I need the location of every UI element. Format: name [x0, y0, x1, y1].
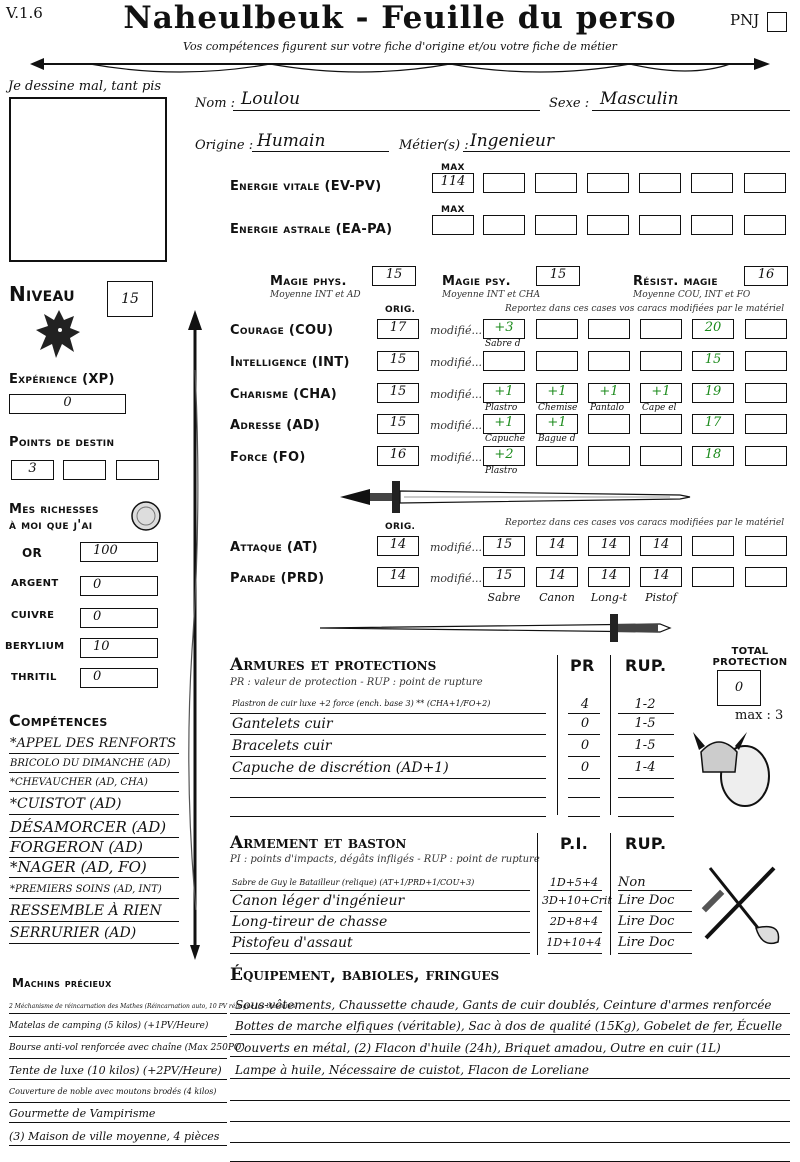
armure-row-line: [568, 713, 600, 714]
carac-mod-box[interactable]: [536, 351, 578, 371]
armures-divider: [557, 655, 558, 815]
armures-rup-label: RUP.: [625, 656, 667, 675]
portrait-frame[interactable]: [9, 97, 167, 262]
origine-label: Origine :: [195, 138, 254, 153]
competence-item[interactable]: SERRURIER (AD): [10, 925, 137, 941]
nom-value[interactable]: Loulou: [241, 89, 301, 109]
combat-mod-box[interactable]: 15: [483, 536, 525, 556]
or-label: OR: [22, 546, 43, 560]
arme-row-line: [230, 890, 530, 891]
carac-label: Charisme (CHA): [230, 387, 337, 402]
carac-extra-box[interactable]: [745, 446, 787, 466]
carac-final-box[interactable]: 20: [692, 319, 734, 339]
ea-box[interactable]: [639, 215, 681, 235]
ea-box[interactable]: [535, 215, 577, 235]
xp-box[interactable]: 0: [9, 394, 126, 414]
magie-psy-box[interactable]: 15: [536, 266, 580, 286]
arme-row-line: [618, 911, 692, 912]
ev-label: Energie vitale (EV-PV): [230, 179, 382, 194]
armure-row-line: [230, 778, 546, 779]
armure-name[interactable]: Plastron de cuir luxe +2 force (ench. base 3) ** (CHA+1/FO+2): [232, 699, 491, 708]
armure-rup[interactable]: 1-5: [634, 716, 656, 731]
magie-psy-note: Moyenne INT et CHA: [442, 290, 541, 300]
armement-title: Armement et baston: [230, 833, 407, 853]
carac-final-box[interactable]: 19: [692, 383, 734, 403]
competence-item[interactable]: FORGERON (AD): [10, 838, 143, 856]
arme-rup[interactable]: Lire Doc: [618, 935, 675, 950]
armure-row-line: [618, 778, 674, 779]
equipement-line: [230, 1121, 790, 1122]
page-subtitle: Vos compétences figurent sur votre fiche d'origine et/ou votre fiche de métier: [183, 40, 617, 53]
metier-label: Métier(s) :: [399, 138, 469, 153]
carac-final-box[interactable]: 17: [692, 414, 734, 434]
magie-psy-label: Magie psy.: [442, 274, 511, 289]
armure-row-line: [618, 713, 674, 714]
argent-label: ARGENT: [11, 578, 59, 589]
competence-item[interactable]: *NAGER (AD, FO): [10, 858, 147, 876]
destin-box[interactable]: [63, 460, 106, 480]
armure-row-line: [230, 713, 546, 714]
combat-mod-box[interactable]: [745, 536, 787, 556]
combat-mod-box[interactable]: 14: [640, 536, 682, 556]
decorative-sword: [320, 610, 670, 646]
arme-row-line: [548, 890, 602, 891]
armure-pr[interactable]: 0: [580, 760, 590, 775]
richesses-label-2: à moi que j'ai: [9, 518, 93, 533]
coin-icon: [130, 500, 162, 532]
nom-label: Nom :: [195, 96, 236, 111]
equipement-line: [230, 1078, 790, 1079]
machin-line: [9, 1145, 227, 1146]
carac-modif-label: modifié...: [430, 451, 482, 464]
armures-title: Armures et protections: [230, 655, 437, 675]
competence-item[interactable]: BRICOLO DU DIMANCHE (AD): [10, 758, 171, 769]
competence-item[interactable]: *PREMIERS SOINS (AD, INT): [10, 884, 162, 895]
machin-item[interactable]: 2 Méchanisme de réincarnation des Mathes (Réincarnation auto, 10 PV rénague les blessures): [9, 1003, 298, 1010]
total-protection-label: TOTAL PROTECTION: [712, 646, 788, 668]
equipement-title: Équipement, babioles, fringues: [230, 965, 500, 985]
machin-line: [9, 1013, 227, 1014]
carac-mod-box[interactable]: [483, 351, 525, 371]
carac-mod-box[interactable]: [640, 351, 682, 371]
equipement-item[interactable]: Bottes de marche elfiques (véritable), Sac à dos de qualité (15Kg), Gobelet de fer, Écuelle: [235, 1019, 783, 1033]
carac-mod-box[interactable]: +1: [536, 383, 578, 403]
machin-item[interactable]: Matelas de camping (5 kilos) (+1PV/Heure): [9, 1021, 209, 1031]
arme-row-line: [548, 911, 602, 912]
combat-mod-box[interactable]: 14: [588, 536, 630, 556]
combat-mod-box[interactable]: 14: [536, 567, 578, 587]
carac-extra-box[interactable]: [745, 319, 787, 339]
equipement-line: [230, 1100, 790, 1101]
arme-name[interactable]: Canon léger d'ingénieur: [232, 893, 405, 909]
carac-label: Force (FO): [230, 450, 306, 465]
niveau-label: Niveau: [9, 282, 75, 306]
machin-item[interactable]: Gourmette de Vampirisme: [9, 1107, 156, 1120]
ev-box[interactable]: [639, 173, 681, 193]
combat-mod-box[interactable]: 15: [483, 567, 525, 587]
ev-max-box[interactable]: 114: [432, 173, 474, 193]
armure-row-line: [230, 756, 546, 757]
combat-modif-label: modifié...: [430, 541, 482, 554]
carac-mod-note: Pantalo: [590, 403, 625, 413]
carac-extra-box[interactable]: [745, 414, 787, 434]
carac-mod-note: Bague d: [538, 434, 576, 444]
arme-rup[interactable]: Non: [618, 875, 646, 890]
weapons-icon: [696, 858, 786, 948]
equipement-item[interactable]: Couverts en métal, (2) Flacon d'huile (24h), Briquet amadou, Outre en cuir (1L): [235, 1041, 721, 1055]
carac-mod-box[interactable]: [536, 446, 578, 466]
competence-item[interactable]: *APPEL DES RENFORTS: [10, 736, 177, 751]
carac-mod-note: Plastro: [485, 403, 518, 413]
equipement-line: [230, 1013, 790, 1014]
combat-weapon-label: Long-t: [590, 591, 628, 604]
ea-box[interactable]: [691, 215, 733, 235]
competence-line: [9, 898, 179, 899]
decorative-spear: [180, 310, 210, 960]
competences-title: Compétences: [9, 711, 108, 730]
machin-line: [9, 1102, 227, 1103]
arme-pi[interactable]: 1D+10+4: [546, 936, 602, 949]
carac-mod-box[interactable]: [588, 319, 630, 339]
armure-rup[interactable]: 1-5: [634, 738, 656, 753]
origine-line: [252, 151, 389, 152]
arme-rup[interactable]: Lire Doc: [618, 914, 675, 929]
ev-box[interactable]: [483, 173, 525, 193]
equipement-line: [230, 1034, 790, 1035]
arme-row-line: [548, 932, 602, 933]
dragon-icon: [34, 306, 84, 362]
armures-subtitle: PR : valeur de protection - RUP : point de rupture: [230, 677, 483, 688]
ev-box[interactable]: [587, 173, 629, 193]
combat-orig-label: ORIG.: [385, 522, 416, 532]
carac-label: Courage (COU): [230, 323, 334, 338]
competence-line: [9, 772, 179, 773]
portrait-caption: Je dessine mal, tant pis: [8, 79, 162, 94]
carac-mod-box[interactable]: +3: [483, 319, 525, 339]
armure-row-line: [568, 778, 600, 779]
destin-box[interactable]: 3: [11, 460, 54, 480]
total-protection-box[interactable]: 0: [717, 670, 761, 706]
carac-mod-note: Chemise: [538, 403, 578, 413]
pnj-checkbox[interactable]: [767, 12, 787, 32]
carac-mod-box[interactable]: +1: [588, 383, 630, 403]
carac-label: Intelligence (INT): [230, 355, 350, 370]
combat-label: Attaque (AT): [230, 540, 318, 555]
machin-line: [9, 1122, 227, 1123]
or-box[interactable]: 100: [80, 542, 158, 562]
ea-box[interactable]: [744, 215, 786, 235]
carac-mod-box[interactable]: [588, 446, 630, 466]
arme-rup[interactable]: Lire Doc: [618, 893, 675, 908]
armure-name[interactable]: Gantelets cuir: [232, 716, 333, 732]
arme-pi[interactable]: 2D+8+4: [549, 915, 599, 928]
competence-line: [9, 753, 179, 754]
armure-row-line: [230, 816, 546, 817]
sexe-label: Sexe :: [549, 96, 590, 111]
machin-item[interactable]: Bourse anti-vol renforcée avec chaîne (Max 250PO): [9, 1043, 245, 1053]
equipement-item[interactable]: Lampe à huile, Nécessaire de cuistot, Flacon de Loreliane: [235, 1063, 589, 1077]
armure-rup[interactable]: 1-2: [634, 697, 656, 712]
resist-magie-box[interactable]: 16: [744, 266, 788, 286]
carac-extra-box[interactable]: [745, 351, 787, 371]
carac-label: Adresse (AD): [230, 418, 321, 433]
armures-divider: [610, 655, 611, 815]
armure-rup[interactable]: 1-4: [634, 760, 656, 775]
arme-row-line: [618, 953, 692, 954]
armure-row-line: [618, 756, 674, 757]
richesses-label: Mes richesses: [9, 502, 99, 517]
armure-row-line: [568, 756, 600, 757]
arme-row-line: [230, 932, 530, 933]
competence-line: [9, 814, 179, 815]
combat-mod-box[interactable]: [692, 567, 734, 587]
pnj-label: PNJ: [730, 11, 760, 29]
armure-name[interactable]: Capuche de discrétion (AD+1): [232, 760, 449, 776]
metier-value[interactable]: Ingenieur: [470, 131, 555, 151]
ev-box[interactable]: [744, 173, 786, 193]
carac-modif-label: modifié...: [430, 419, 482, 432]
arme-row-line: [230, 911, 530, 912]
origine-value[interactable]: Humain: [257, 131, 326, 151]
thritil-label: THRITIL: [11, 672, 57, 683]
competence-item[interactable]: DÉSAMORCER (AD): [10, 818, 167, 836]
ea-max-box[interactable]: [432, 215, 474, 235]
combat-mod-box[interactable]: 14: [588, 567, 630, 587]
armure-name[interactable]: Bracelets cuir: [232, 738, 332, 754]
combat-mod-box[interactable]: 14: [536, 536, 578, 556]
machin-item[interactable]: Tente de luxe (10 kilos) (+2PV/Heure): [9, 1064, 222, 1077]
nom-line: [233, 110, 540, 111]
cuivre-label: CUIVRE: [11, 610, 55, 621]
metier-line: [463, 151, 790, 152]
ev-box[interactable]: [691, 173, 733, 193]
carac-mod-box[interactable]: [640, 414, 682, 434]
magie-phys-label: Magie phys.: [270, 274, 347, 289]
ea-box[interactable]: [483, 215, 525, 235]
arme-name[interactable]: Pistofeu d'assaut: [232, 935, 353, 951]
carac-mod-box[interactable]: [640, 319, 682, 339]
carac-mod-box[interactable]: +1: [483, 414, 525, 434]
carac-mod-box[interactable]: [536, 319, 578, 339]
carac-modif-label: modifié...: [430, 324, 482, 337]
combat-weapon-label: Sabre: [487, 591, 521, 604]
machin-line: [9, 1058, 227, 1059]
combat-modif-label: modifié...: [430, 572, 482, 585]
total-protection-max: max : 3: [735, 708, 784, 723]
armure-row-line: [230, 797, 546, 798]
ev-max-label: MAX: [441, 163, 465, 173]
carac-mod-box[interactable]: +1: [483, 383, 525, 403]
combat-mod-box[interactable]: 14: [640, 567, 682, 587]
thritil-box[interactable]: 0: [80, 668, 158, 688]
armure-row-line: [618, 797, 674, 798]
carac-mod-box[interactable]: [588, 351, 630, 371]
carac-mod-note: Sabre d: [485, 339, 521, 349]
competence-item[interactable]: *CUISTOT (AD): [10, 796, 122, 812]
machin-item[interactable]: (3) Maison de ville moyenne, 4 pièces: [9, 1130, 220, 1143]
carac-mod-box[interactable]: [588, 414, 630, 434]
arme-pi[interactable]: 3D+10+Crit: [542, 894, 612, 907]
xp-label: Expérience (XP): [9, 372, 115, 387]
ev-box[interactable]: [535, 173, 577, 193]
resist-magie-note: Moyenne COU, INT et FO: [633, 290, 751, 300]
equipement-line: [230, 1142, 790, 1143]
carac-mod-note: Plastro: [485, 466, 518, 476]
decorative-spear-banner: [30, 54, 770, 80]
arme-name[interactable]: Long-tireur de chasse: [232, 914, 388, 930]
ea-label: Energie astrale (EA-PA): [230, 222, 393, 237]
armure-row-line: [568, 734, 600, 735]
carac-orig-box[interactable]: 15: [377, 414, 419, 434]
niveau-box[interactable]: 15: [107, 281, 153, 317]
machin-line: [9, 1079, 227, 1080]
competence-item[interactable]: *CHEVAUCHER (AD, CHA): [10, 777, 148, 788]
resist-magie-label: Résist. magie: [633, 274, 718, 289]
armure-pr[interactable]: 4: [580, 697, 590, 712]
carac-orig-box[interactable]: 15: [377, 383, 419, 403]
armement-rup-label: RUP.: [625, 834, 667, 853]
carac-mod-box[interactable]: +2: [483, 446, 525, 466]
carac-modif-label: modifié...: [430, 356, 482, 369]
combat-orig-box[interactable]: 14: [377, 567, 419, 587]
armement-pi-label: P.I.: [560, 834, 589, 853]
armure-row-line: [230, 734, 546, 735]
magie-phys-box[interactable]: 15: [372, 266, 416, 286]
arme-pi[interactable]: 1D+5+4: [549, 876, 599, 889]
competence-line: [9, 943, 179, 944]
argent-box[interactable]: 0: [80, 576, 158, 596]
berylium-label: BERYLIUM: [5, 641, 65, 652]
carac-orig-box[interactable]: 17: [377, 319, 419, 339]
carac-note: Reportez dans ces cases vos caracs modifiées par le matériel: [505, 304, 785, 314]
combat-mod-box[interactable]: [692, 536, 734, 556]
carac-mod-box[interactable]: +1: [536, 414, 578, 434]
page-title: Naheulbeuk - Feuille du perso: [123, 0, 677, 36]
combat-weapon-label: Canon: [539, 591, 575, 604]
helmet-shield-icon: [693, 722, 773, 812]
sexe-value[interactable]: Masculin: [600, 89, 679, 109]
ea-box[interactable]: [587, 215, 629, 235]
machin-item[interactable]: Couverture de noble avec moutons brodés (4 kilos): [9, 1087, 217, 1096]
carac-orig-box[interactable]: 15: [377, 351, 419, 371]
decorative-sword: [340, 477, 690, 517]
carac-mod-box[interactable]: +1: [640, 383, 682, 403]
version-label: V.1.6: [6, 4, 43, 22]
carac-mod-note: Cape el: [642, 403, 677, 413]
carac-mod-box[interactable]: [640, 446, 682, 466]
arme-row-line: [548, 953, 602, 954]
magie-phys-note: Moyenne INT et AD: [270, 290, 361, 300]
arme-row-line: [618, 890, 692, 891]
combat-label: Parade (PRD): [230, 571, 325, 586]
carac-mod-note: Capuche: [485, 434, 525, 444]
sexe-line: [592, 110, 790, 111]
carac-final-box[interactable]: 15: [692, 351, 734, 371]
arme-row-line: [230, 953, 530, 954]
combat-mod-box[interactable]: [745, 567, 787, 587]
armement-subtitle: PI : points d'impacts, dégâts infligés - RUP : point de rupture: [230, 854, 540, 865]
machin-line: [9, 1036, 227, 1037]
destin-box[interactable]: [116, 460, 159, 480]
competence-line: [9, 921, 179, 922]
carac-orig-box[interactable]: 16: [377, 446, 419, 466]
armure-pr[interactable]: 0: [580, 738, 590, 753]
equipement-line: [230, 1056, 790, 1057]
combat-note: Reportez dans ces cases vos caracs modifiées par le matériel: [505, 518, 785, 528]
arme-name[interactable]: Sabre de Guy le Batailleur (relique) (AT+1/PRD+1/COU+3): [232, 878, 475, 887]
ea-max-label: MAX: [441, 205, 465, 215]
carac-orig-label: ORIG.: [385, 305, 416, 315]
armement-divider: [537, 833, 538, 955]
cuivre-box[interactable]: 0: [80, 608, 158, 628]
equipement-item[interactable]: Sous-vêtements, Chaussette chaude, Gants de cuir doublés, Ceinture d'armes renforcée: [235, 998, 772, 1012]
competence-line: [9, 877, 179, 878]
carac-final-box[interactable]: 18: [692, 446, 734, 466]
competence-item[interactable]: RESSEMBLE À RIEN: [10, 903, 162, 919]
arme-row-line: [618, 932, 692, 933]
armure-pr[interactable]: 0: [580, 716, 590, 731]
berylium-box[interactable]: 10: [80, 638, 158, 658]
carac-modif-label: modifié...: [430, 388, 482, 401]
carac-extra-box[interactable]: [745, 383, 787, 403]
armures-pr-label: PR: [570, 656, 595, 675]
combat-weapon-label: Pistof: [645, 591, 677, 604]
combat-orig-box[interactable]: 14: [377, 536, 419, 556]
destin-label: Points de destin: [9, 435, 115, 450]
armure-row-line: [568, 797, 600, 798]
machins-title: Machins précieux: [12, 976, 112, 990]
armure-row-line: [618, 816, 674, 817]
armure-row-line: [618, 734, 674, 735]
competence-line: [9, 791, 179, 792]
armure-row-line: [568, 816, 600, 817]
